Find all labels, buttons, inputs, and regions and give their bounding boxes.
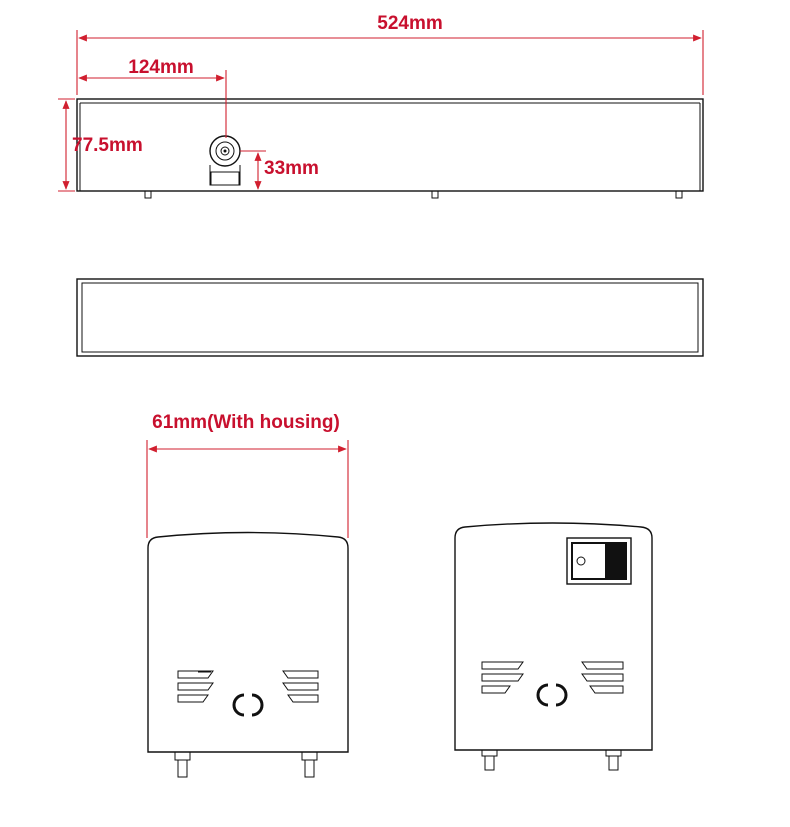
foot-middle: [432, 191, 438, 198]
foot-left: [145, 191, 151, 198]
side-right-foot-left: [482, 750, 497, 756]
side-left-foot-left: [175, 752, 190, 760]
side-right-foot-right: [606, 750, 621, 756]
connector-icon: [538, 685, 566, 705]
dim-offset-to-button: [79, 57, 226, 138]
long-body-outline: [77, 99, 703, 191]
side-left-foot-right: [302, 752, 317, 760]
knob-icon: [210, 136, 240, 185]
side-right-foot-right-post: [609, 756, 618, 770]
side-left-foot-right-post: [305, 760, 314, 777]
rocker-switch-icon: [567, 538, 631, 584]
foot-right: [676, 191, 682, 198]
front-long-view: [77, 99, 703, 198]
dim-overall-length: [77, 13, 703, 95]
dim-height: [58, 99, 143, 191]
dim-button-height: [240, 151, 319, 189]
label-width-with-housing: 61mm(With housing): [152, 412, 340, 433]
vent-slots-icon: [283, 671, 318, 702]
label-overall-length: 524mm: [377, 13, 443, 34]
top-body-outline: [77, 279, 703, 356]
side-left-foot-left-post: [178, 760, 187, 777]
connector-icon: [234, 695, 262, 715]
top-body-inner: [82, 283, 698, 352]
label-height: 77.5mm: [72, 135, 143, 156]
side-right-foot-left-post: [485, 756, 494, 770]
label-button-height: 33mm: [264, 158, 319, 179]
vent-slots-icon: [178, 671, 213, 702]
side-view-right: [455, 523, 652, 770]
vent-slots-icon: [582, 662, 623, 693]
side-left-outline: [148, 533, 348, 753]
vent-slots-icon: [482, 662, 523, 693]
label-offset-to-button: 124mm: [128, 57, 194, 78]
top-long-view: [77, 279, 703, 356]
side-view-left: [148, 533, 348, 778]
dim-width-with-housing: [147, 412, 348, 538]
